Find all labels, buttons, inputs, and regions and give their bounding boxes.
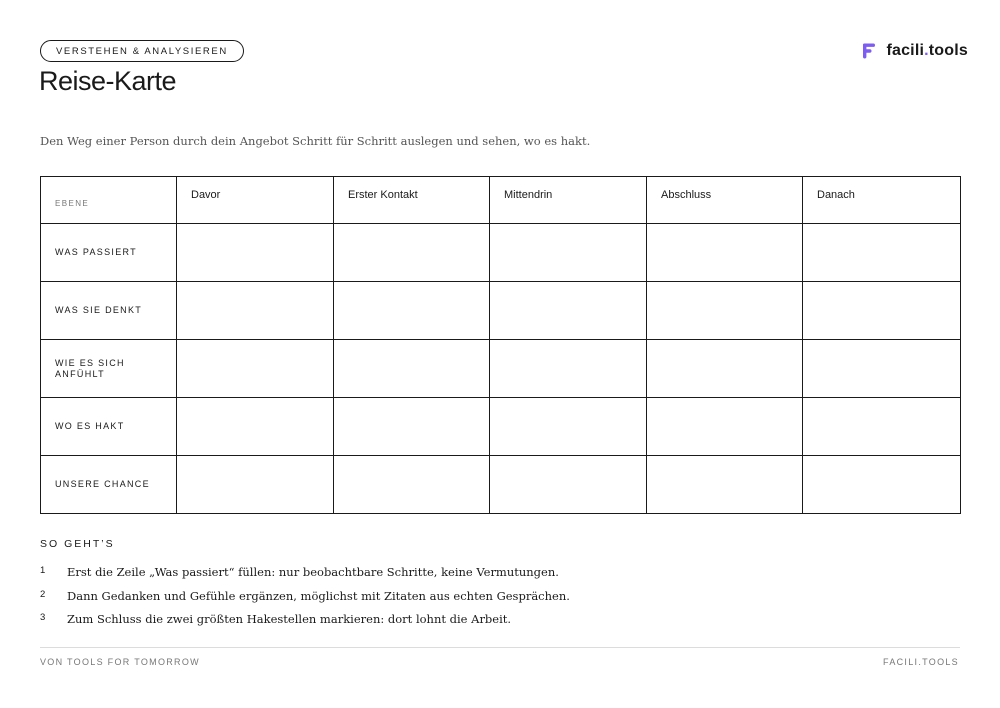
table-cell xyxy=(177,456,334,514)
table-cell xyxy=(177,282,334,340)
table-cell xyxy=(334,456,490,514)
table-corner-cell xyxy=(41,177,177,224)
table-cell xyxy=(803,398,961,456)
table-cell xyxy=(177,224,334,282)
category-badge: VERSTEHEN & ANALYSIEREN xyxy=(40,40,244,62)
table-cell xyxy=(803,456,961,514)
stage-header xyxy=(647,177,803,224)
brand-suffix: tools xyxy=(928,42,968,59)
table-cell xyxy=(334,340,490,398)
row-label: WAS SIE DENKT xyxy=(55,305,143,316)
table-cell xyxy=(334,398,490,456)
table-row xyxy=(41,398,961,456)
stage-header xyxy=(490,177,647,224)
table-cell xyxy=(647,398,803,456)
table-cell xyxy=(490,456,647,514)
table-cell xyxy=(647,282,803,340)
journey-map-table xyxy=(40,176,961,514)
table-cell xyxy=(647,340,803,398)
table-cell xyxy=(490,340,647,398)
brand-name: facili xyxy=(886,42,925,59)
row-label: WIE ES SICH ANFÜHLT xyxy=(55,358,125,379)
stage-label: Erster Kontakt xyxy=(348,189,418,201)
table-cell xyxy=(490,398,647,456)
row-label: WO ES HAKT xyxy=(55,421,125,432)
brand-f-icon xyxy=(862,43,876,59)
row-header xyxy=(41,224,177,282)
brand-logo xyxy=(862,42,968,60)
brand-wordmark xyxy=(886,42,968,60)
brand-dot: . xyxy=(924,42,929,59)
row-header xyxy=(41,398,177,456)
footer-divider xyxy=(40,647,960,648)
stage-label: Mittendrin xyxy=(504,189,553,201)
table-cell xyxy=(177,340,334,398)
stage-label: Abschluss xyxy=(661,189,712,201)
row-header xyxy=(41,282,177,340)
row-label: WAS PASSIERT xyxy=(55,247,137,258)
step-text: Dann Gedanken und Gefühle ergänzen, möglichst mit Zitaten aus echten Gesprächen. xyxy=(67,588,570,603)
row-header xyxy=(41,340,177,398)
table-row xyxy=(41,456,961,514)
table-header-row xyxy=(41,177,961,224)
stage-label: Davor xyxy=(191,189,221,201)
table-cell xyxy=(803,340,961,398)
page-title: Reise-Karte xyxy=(39,66,177,96)
footer-credit: VON TOOLS FOR TOMORROW xyxy=(40,657,200,667)
table-row xyxy=(41,340,961,398)
table-cell xyxy=(334,282,490,340)
instructions-heading: SO GEHT’S xyxy=(40,538,115,550)
table-row xyxy=(41,282,961,340)
table-cell xyxy=(803,282,961,340)
step-text: Erst die Zeile „Was passiert“ füllen: nur beobachtbare Schritte, keine Vermutungen. xyxy=(67,565,559,579)
step-number: 1 xyxy=(40,565,46,576)
stage-header xyxy=(177,177,334,224)
table-cell xyxy=(334,224,490,282)
table-cell xyxy=(177,398,334,456)
step-number: 2 xyxy=(40,588,46,600)
table-cell xyxy=(490,282,647,340)
table-cell xyxy=(647,456,803,514)
stage-header xyxy=(803,177,961,224)
row-label: UNSERE CHANCE xyxy=(55,479,150,490)
intro-text: Den Weg einer Person durch dein Angebot Schritt für Schritt auslegen und sehen, wo es hakt. xyxy=(40,134,591,148)
stage-header xyxy=(334,177,490,224)
table-cell xyxy=(647,224,803,282)
stage-label: Danach xyxy=(817,189,855,201)
footer-site: FACILI.TOOLS xyxy=(883,657,959,667)
step-number: 3 xyxy=(40,612,46,623)
step-text: Zum Schluss die zwei größten Hakestellen markieren: dort lohnt die Arbeit. xyxy=(67,612,512,626)
row-header xyxy=(41,456,177,514)
table-cell xyxy=(490,224,647,282)
table-cell xyxy=(803,224,961,282)
corner-label: EBENE xyxy=(55,198,90,208)
table-row xyxy=(41,224,961,282)
